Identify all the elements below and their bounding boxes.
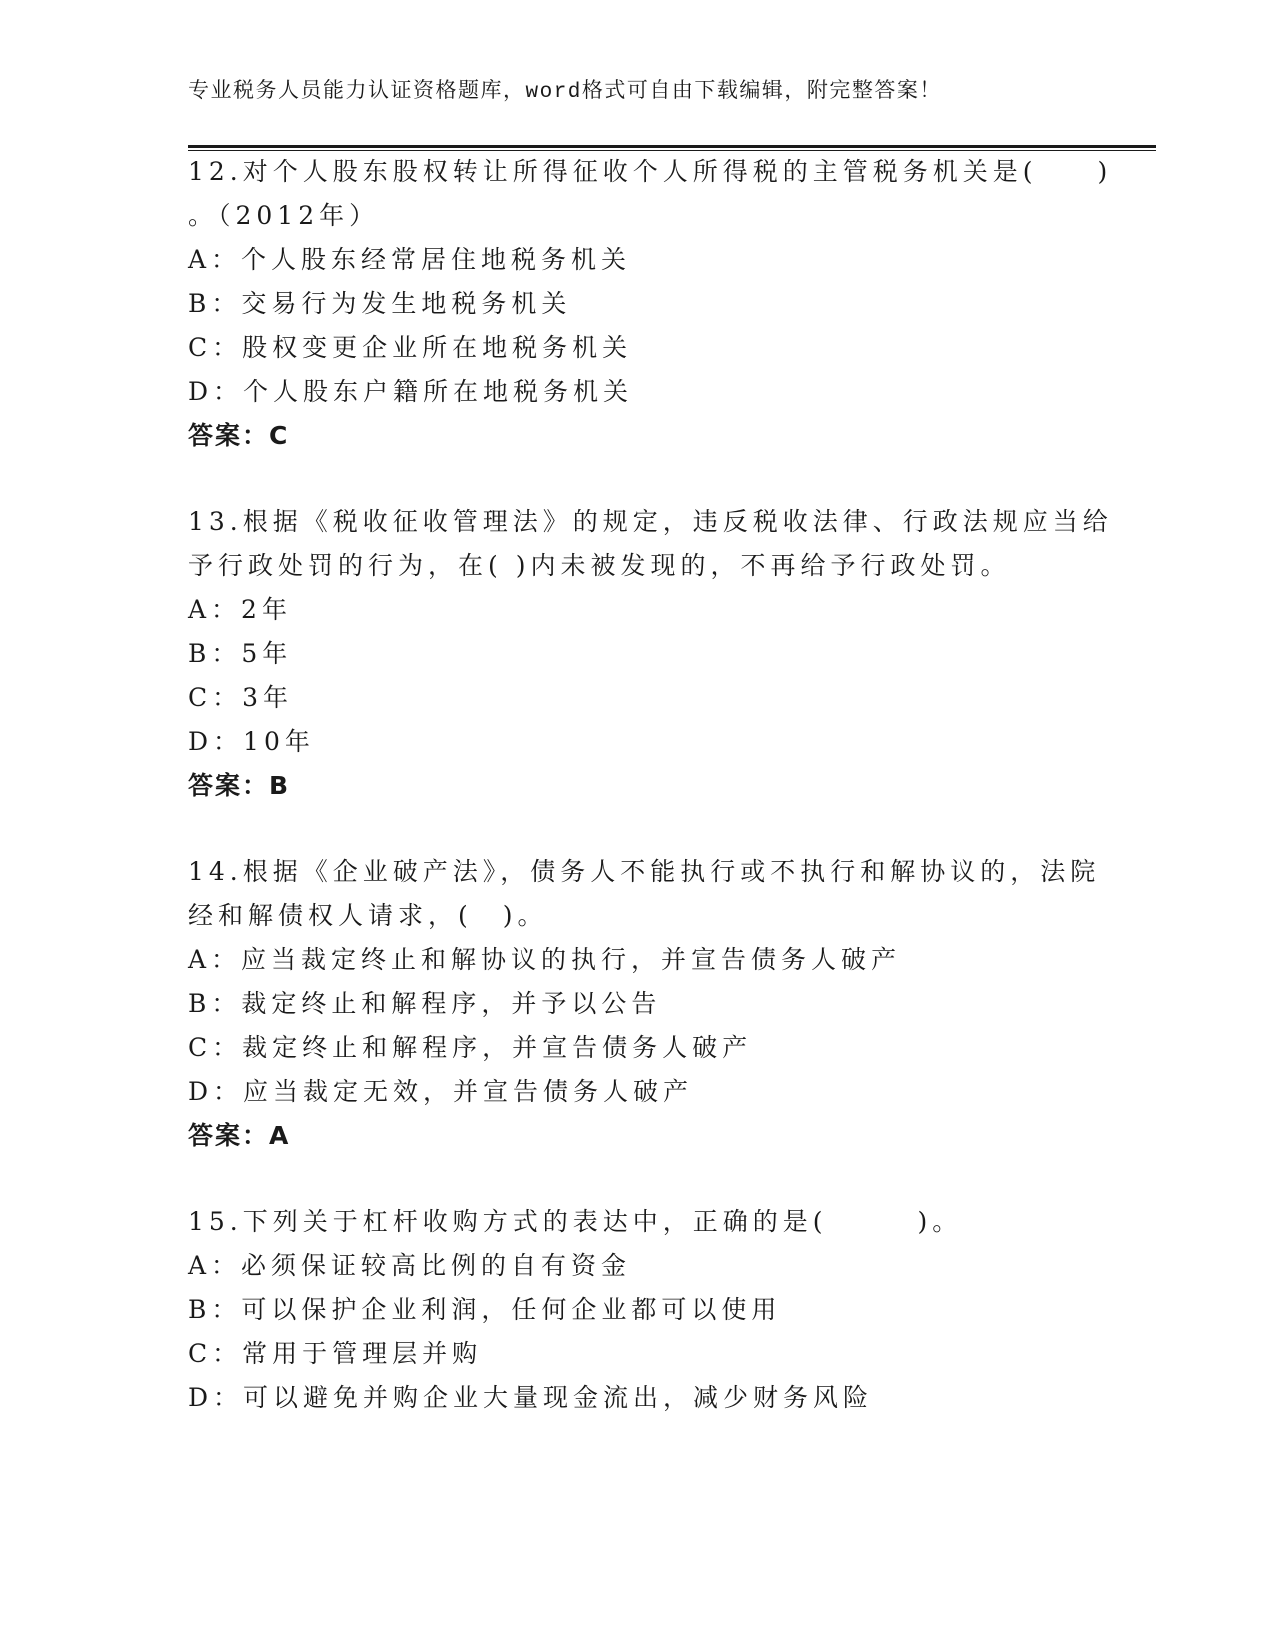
question-15-stem-line-1: 15.下列关于杠杆收购方式的表达中，正确的是( )。 <box>188 1207 963 1236</box>
question-15-option-d: D：可以避免并购企业大量现金流出，减少财务风险 <box>188 1383 874 1412</box>
page-header: 专业税务人员能力认证资格题库，word格式可自由下载编辑，附完整答案！ <box>188 81 942 104</box>
question-13-option-a: A：2年 <box>188 595 292 624</box>
question-14-answer: 答案：A <box>188 1121 291 1150</box>
question-12-option-b: B：交易行为发生地税务机关 <box>188 289 572 318</box>
question-12-stem-line-1: 12.对个人股东股权转让所得征收个人所得税的主管税务机关是( ) <box>188 157 1113 186</box>
question-15-option-c: C：常用于管理层并购 <box>188 1339 483 1368</box>
question-13-option-c: C：3年 <box>188 683 294 712</box>
question-13-stem-line-2: 予行政处罚的行为，在( )内未被发现的，不再给予行政处罚。 <box>188 551 1011 580</box>
question-13-stem-line-1: 13.根据《税收征收管理法》的规定，违反税收法律、行政法规应当给 <box>188 507 1113 536</box>
question-13-answer: 答案：B <box>188 771 291 800</box>
question-15-option-a: A：必须保证较高比例的自有资金 <box>188 1251 632 1280</box>
question-14-stem-line-1: 14.根据《企业破产法》，债务人不能执行或不执行和解协议的，法院 <box>188 857 1101 886</box>
question-12-stem-line-2: 。（2012年） <box>188 201 380 230</box>
question-14-option-d: D：应当裁定无效，并宣告债务人破产 <box>188 1077 694 1106</box>
question-14-stem-line-2: 经和解债权人请求，( )。 <box>188 901 548 930</box>
question-12-option-a: A：个人股东经常居住地税务机关 <box>188 245 632 274</box>
question-13-option-d: D：10年 <box>188 727 315 756</box>
header-rule-thick <box>188 145 1156 148</box>
header-rule-thin <box>188 150 1156 151</box>
question-12-option-d: D：个人股东户籍所在地税务机关 <box>188 377 634 406</box>
question-14-option-a: A：应当裁定终止和解协议的执行，并宣告债务人破产 <box>188 945 902 974</box>
question-14-option-c: C：裁定终止和解程序，并宣告债务人破产 <box>188 1033 753 1062</box>
question-15-option-b: B：可以保护企业利润，任何企业都可以使用 <box>188 1295 782 1324</box>
question-12-option-c: C：股权变更企业所在地税务机关 <box>188 333 633 362</box>
question-14-option-b: B：裁定终止和解程序，并予以公告 <box>188 989 662 1018</box>
question-13-option-b: B：5年 <box>188 639 293 668</box>
question-12-answer: 答案：C <box>188 421 290 450</box>
